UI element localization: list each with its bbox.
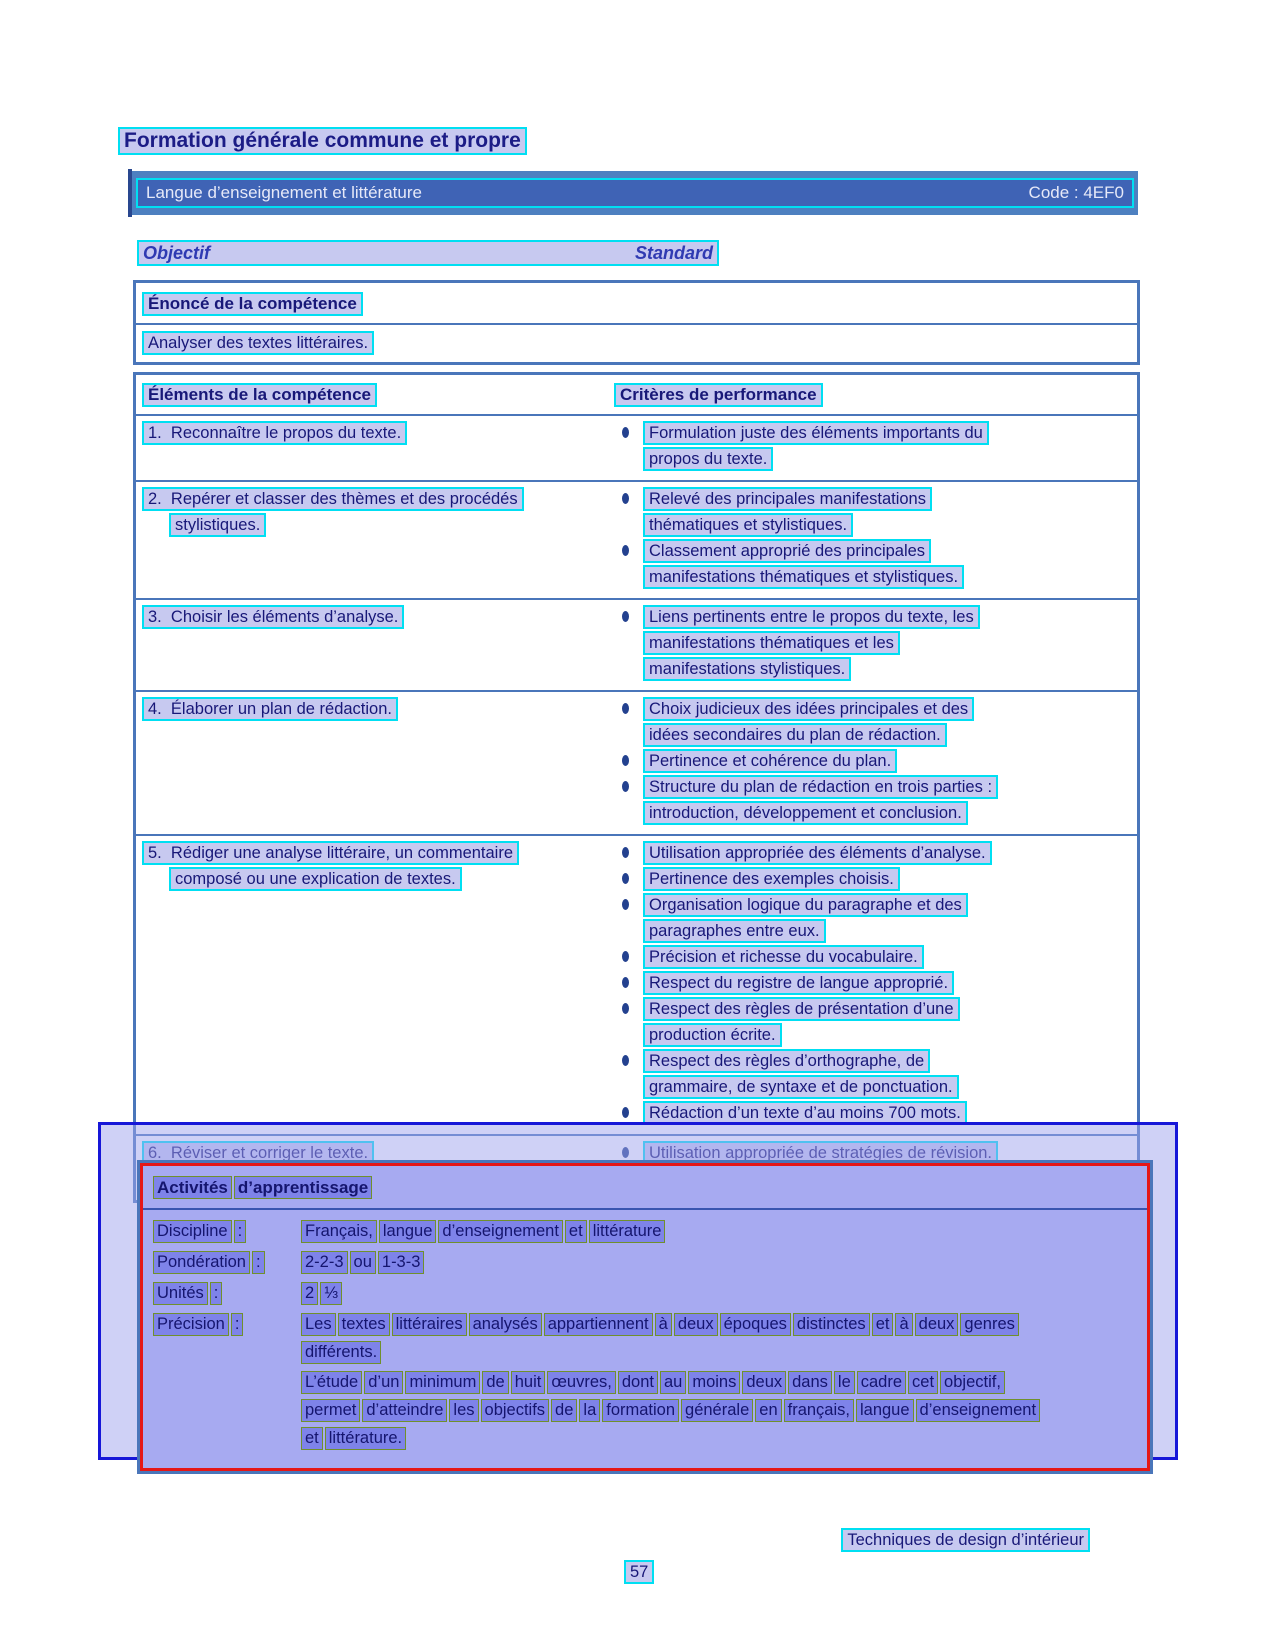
standard-label: Standard — [634, 243, 713, 263]
enonce-table — [133, 280, 1140, 365]
bullet-icon — [622, 427, 629, 438]
criteria-cell — [608, 841, 1137, 1127]
criteria-cell — [608, 697, 1137, 827]
criterion-text: production écrite. — [643, 1023, 782, 1047]
criterion-text: Respect des règles d’orthographe, de — [643, 1049, 930, 1073]
unites-value — [301, 1282, 1139, 1310]
criterion-text: manifestations thématiques et stylistiques. — [643, 565, 964, 589]
criterion-text: Précision et richesse du vocabulaire. — [643, 945, 924, 969]
criterion-text: Utilisation appropriée des éléments d’analyse. — [643, 841, 992, 865]
bullet-icon — [622, 847, 629, 858]
banner-code: Code : 4EF0 — [1028, 183, 1124, 202]
criterion-item — [608, 945, 1137, 971]
objectif-label: Objectif — [143, 243, 211, 263]
competence-table — [133, 372, 1140, 1203]
criterion-item — [608, 841, 1137, 867]
ponderation-value-line: 2-2-3 ou 1-3-3 — [301, 1251, 1139, 1279]
element-text: stylistiques. — [169, 513, 266, 537]
criterion-item — [608, 539, 1137, 591]
page-title — [118, 127, 527, 155]
bullet-icon — [622, 493, 629, 504]
element-cell — [136, 487, 608, 591]
criterion-item — [608, 997, 1137, 1049]
criterion-item — [608, 1049, 1137, 1101]
activities-row-discipline — [153, 1220, 1139, 1248]
precision-label: Précision : — [153, 1313, 301, 1455]
criterion-text: Choix judicieux des idées principales et des — [643, 697, 974, 721]
bullet-icon — [622, 703, 629, 714]
criteria-cell — [608, 421, 1137, 473]
criterion-item — [608, 697, 1137, 749]
criterion-item — [608, 605, 1137, 683]
activities-body — [143, 1210, 1147, 1455]
bullet-icon — [622, 977, 629, 988]
page-title-text: Formation générale commune et propre — [118, 127, 527, 155]
banner-highlight-strip — [136, 178, 1134, 208]
activities-row-unites — [153, 1282, 1139, 1310]
discipline-value-line: Français, langue d’enseignement et littérature — [301, 1220, 1139, 1248]
criterion-text: propos du texte. — [643, 447, 773, 471]
criterion-text: Respect du registre de langue approprié. — [643, 971, 954, 995]
elements-header-text: Éléments de la compétence — [142, 383, 377, 407]
bullet-icon — [622, 781, 629, 792]
element-cell — [136, 841, 608, 1127]
element-text: 5. Rédiger une analyse littéraire, un commentaire — [142, 841, 519, 865]
activities-red-frame — [140, 1163, 1150, 1471]
table-row — [136, 414, 1137, 480]
precision-value-line: Les textes littéraires analysés appartiennent à deux époques distinctes et à deux genres — [301, 1313, 1139, 1341]
activities-table — [137, 1160, 1153, 1474]
bullet-icon — [622, 611, 629, 622]
enonce-content-row — [136, 325, 1137, 362]
criterion-text: Pertinence et cohérence du plan. — [643, 749, 897, 773]
activities-header-text: Activités d’apprentissage — [153, 1180, 374, 1197]
page-number — [624, 1560, 654, 1584]
criterion-item — [608, 487, 1137, 539]
criterion-text: paragraphes entre eux. — [643, 919, 826, 943]
competence-header-right-cell — [614, 383, 1137, 407]
criterion-text: idées secondaires du plan de rédaction. — [643, 723, 947, 747]
element-text: 2. Repérer et classer des thèmes et des procédés — [142, 487, 524, 511]
objectif-standard-box — [137, 240, 719, 266]
precision-value-line: et littérature. — [301, 1427, 1139, 1455]
table-row — [136, 690, 1137, 834]
criterion-text: manifestations stylistiques. — [643, 657, 851, 681]
precision-value-line: L’étude d’un minimum de huit œuvres, dont au moins deux dans le cadre cet objectif, — [301, 1371, 1139, 1399]
section-banner — [132, 171, 1138, 215]
element-cell — [136, 605, 608, 683]
criterion-text: thématiques et stylistiques. — [643, 513, 853, 537]
precision-value-line: permet d’atteindre les objectifs de la formation générale en français, langue d’enseignement — [301, 1399, 1139, 1427]
activities-row-precision — [153, 1313, 1139, 1455]
enonce-header-row — [136, 283, 1137, 325]
unites-label: Unités : — [153, 1282, 301, 1310]
criterion-item — [608, 749, 1137, 775]
criterion-text: Relevé des principales manifestations — [643, 487, 932, 511]
criteria-cell — [608, 605, 1137, 683]
element-cell — [136, 421, 608, 473]
precision-value — [301, 1313, 1139, 1455]
activities-row-ponderation — [153, 1251, 1139, 1279]
criterion-item — [608, 971, 1137, 997]
footer-program-text: Techniques de design d’intérieur — [841, 1528, 1090, 1552]
criterion-text: Pertinence des exemples choisis. — [643, 867, 900, 891]
criterion-text: Structure du plan de rédaction en trois parties : — [643, 775, 998, 799]
bullet-icon — [622, 755, 629, 766]
element-text: 1. Reconnaître le propos du texte. — [142, 421, 407, 445]
criterion-text: introduction, développement et conclusion. — [643, 801, 968, 825]
discipline-value — [301, 1220, 1139, 1248]
element-text: 4. Élaborer un plan de rédaction. — [142, 697, 398, 721]
criterion-text: grammaire, de syntaxe et de ponctuation. — [643, 1075, 959, 1099]
criterion-item — [608, 867, 1137, 893]
element-text: composé ou une explication de textes. — [169, 867, 462, 891]
ponderation-label: Pondération : — [153, 1251, 301, 1279]
criterion-text: Rédaction d’un texte d’au moins 700 mots. — [643, 1101, 967, 1125]
bullet-icon — [622, 951, 629, 962]
element-cell — [136, 697, 608, 827]
enonce-content-text: Analyser des textes littéraires. — [142, 331, 374, 355]
table-row — [136, 480, 1137, 598]
element-text: 3. Choisir les éléments d’analyse. — [142, 605, 404, 629]
banner-subject: Langue d’enseignement et littérature — [146, 183, 422, 202]
bullet-icon — [622, 1107, 629, 1118]
footer-program-name — [841, 1528, 1090, 1552]
criterion-text: Respect des règles de présentation d’une — [643, 997, 960, 1021]
criteria-cell — [608, 487, 1137, 591]
activities-header-row — [143, 1166, 1147, 1210]
criterion-text: Formulation juste des éléments importants du — [643, 421, 989, 445]
table-row — [136, 598, 1137, 690]
criterion-item — [608, 421, 1137, 473]
bullet-icon — [622, 873, 629, 884]
bullet-icon — [622, 1003, 629, 1014]
discipline-label: Discipline : — [153, 1220, 301, 1248]
objectif-standard-row — [137, 240, 719, 266]
ponderation-value — [301, 1251, 1139, 1279]
criterion-item — [608, 775, 1137, 827]
enonce-header-text: Énoncé de la compétence — [142, 292, 363, 316]
table-row — [136, 834, 1137, 1134]
criterion-text: Liens pertinents entre le propos du texte, les — [643, 605, 980, 629]
bullet-icon — [622, 545, 629, 556]
precision-value-line: différents. — [301, 1341, 1139, 1369]
criterion-text: Classement approprié des principales — [643, 539, 931, 563]
criterion-item — [608, 893, 1137, 945]
criterion-text: Organisation logique du paragraphe et des — [643, 893, 968, 917]
unites-value-line: 2 ⅓ — [301, 1282, 1139, 1310]
criteres-header-text: Critères de performance — [614, 383, 823, 407]
bullet-icon — [622, 1055, 629, 1066]
competence-header-row — [136, 375, 1137, 414]
competence-header-left-cell — [136, 383, 614, 407]
criterion-text: manifestations thématiques et les — [643, 631, 900, 655]
bullet-icon — [622, 899, 629, 910]
page-number-text: 57 — [624, 1560, 654, 1584]
